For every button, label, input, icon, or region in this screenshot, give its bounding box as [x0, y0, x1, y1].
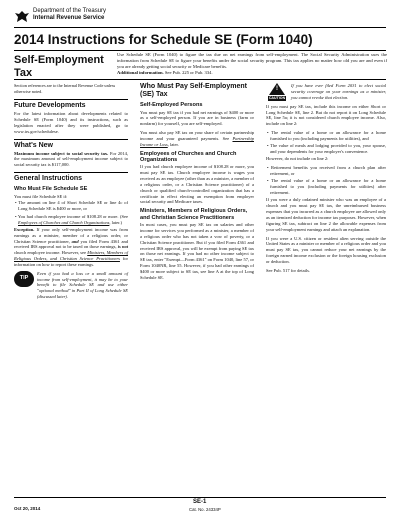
bullet-2-text: You had church employee income of $108.28 or more. (See	[17, 213, 128, 219]
whats-new-text: For 2014, the maximum amount of self-employment income subject to social security tax is $117,000.	[14, 150, 128, 168]
heading-general-instructions: General Instructions	[14, 172, 128, 183]
self-employed-text-2-pre: You must also pay SE tax on your share of certain partnership income and your guaranteed payments. See	[140, 130, 254, 141]
column-2	[140, 83, 254, 284]
exception-text-1: If your only self-employment income was from earnings as a minister, member of a religious order, or Christian Science practitioner,	[14, 226, 128, 244]
exclude-bullet-2-text: The rental value of a home or an allowance for a home furnished to you (including payments for utilities) after retirement.	[270, 178, 386, 196]
caution-icon	[266, 83, 288, 101]
footer-catalog-number: Cat. No. 24334P	[189, 507, 221, 512]
irs-eagle-logo-icon	[14, 10, 30, 23]
ministers-p5: See Pub. 517 for details.	[266, 267, 310, 273]
heading-who-must-pay: Who Must Pay Self-Employment (SE) Tax	[140, 83, 247, 99]
heading-whats-new: What's New	[14, 139, 128, 150]
self-employed-text-2-post: , later.	[167, 141, 179, 147]
additional-info-label: Additional information.	[117, 69, 164, 75]
exception-and: and	[71, 238, 79, 244]
exclude-bullet-2: • The rental value of a home or an allowance for a home furnished to you (including payments for utilities) after retirement.	[267, 178, 386, 196]
footer-page-number: SE-1	[193, 499, 207, 505]
link-partnership-income[interactable]: Partnership Income or Loss	[140, 135, 254, 147]
heading-who-must-file: Who Must File Schedule SE	[14, 186, 88, 193]
ministers-p4: If you were a U.S. citizen or resident alien serving outside the United States as a minister or member of a religious order and you must pay SE tax, you cannot reduce your net earnings by the foreign earned income exclusion or the foreign housing exclusion or deduction.	[266, 235, 386, 264]
church-employee-text: If you had church employee income of $108.28 or more, you must pay SE tax. Church employee income is wages you received as an employee (other than as a minister, a member of a religious order, or a Christian Science practitioner) of a church or qualified church-controlled organization that has a certificate in effect electing an exemption from employer social security and Medicare taxes.	[140, 164, 254, 205]
department-line-1: Department of the Treasury	[33, 8, 107, 14]
whats-new-bold: Maximum income subject to social security tax.	[14, 150, 109, 156]
link-ministers[interactable]: Ministers, Members of Religious Orders, and Christian Science Practitioners	[14, 250, 129, 262]
ministers-p1: If you must pay SE tax, include this income on either Short or Long Schedule SE, line 2. But do not report it on Long Schedule SE, line 5a; it is not considered church employee income. Also, include on line 2:	[266, 103, 386, 127]
heading-future-developments: Future Developments	[14, 99, 128, 110]
intro-rule	[14, 79, 386, 80]
title-rule	[14, 50, 386, 51]
self-employed-text-2	[140, 130, 254, 148]
column-1	[14, 83, 128, 300]
footer-date: Oct 20, 2014	[14, 506, 41, 511]
exception-text-2: you filed Form 4361 and received IRS approval not to be taxed on those earnings,	[14, 238, 128, 250]
ministers-text: In most cases, you must pay SE tax on salaries and other income for services you performed as a minister, a member of a religious order who has not taken a vow of poverty, or a Christian Science practitioner. But if you filed Form 4361 and received IRS approval, you will be exempt from paying SE tax on those net earnings. If you had no other income subject to SE tax, enter "Exempt—Form 4361" on Form 1040, line 57, or Form 1040NR, line 55. However, if you had other earnings of $400 or more subject to SE tax, see line A at the top of Long Schedule SE.	[140, 222, 254, 280]
who-must-file-intro: You must file Schedule SE if:	[14, 193, 68, 199]
tip-icon: TIP	[14, 271, 34, 287]
section-references-note: Section references are to the Internal Revenue Code unless otherwise noted.	[14, 83, 116, 94]
include-bullet-1: • The rental value of a home or an allowance for a home furnished to you (including payments for utilities), and	[267, 130, 386, 141]
self-employed-text-1: You must pay SE tax if you had net earnings of $400 or more as a self-employed person. If you are in business (farm or nonfarm) for yourself, you are self-employed.	[140, 109, 254, 127]
footer-rule	[14, 497, 386, 498]
exception-text-3: church employee income. However, see	[14, 250, 88, 256]
include-bullet-2-text: The value of meals and lodging provided to you, your spouse, and your dependents for your employer's convenience.	[270, 143, 387, 155]
include-bullet-2: • The value of meals and lodging provided to you, your spouse, and your dependents for your employer's convenience.	[267, 143, 387, 155]
ministers-p3: If you were a duly ordained minister who was an employee of a church and you must pay SE tax, the unreimbursed business expenses that you incurred as a church employee are allowed only as an itemized deduction for income tax purposes. However, when figuring SE tax, subtract on line 2 the allowable expenses from your self-employment earnings and attach an explanation.	[266, 197, 386, 232]
intro-paragraph	[117, 52, 387, 76]
exclude-bullet-1: • Retirement benefits you received from a church plan after retirement, or	[267, 165, 386, 177]
section-heading-self-employment-tax: Self-Employment Tax	[14, 54, 104, 79]
heading-ministers: Ministers, Members of Religious Orders, and Christian Science Practitioners	[140, 208, 248, 221]
bullet-1-text: The amount on line 4 of Short Schedule SE or line 4c of Long Schedule SE is $400 or more, or	[18, 200, 128, 212]
tip-text: Even if you had a loss or a small amount of income from self-employment, it may be to your benefit to file Schedule SE and use either "optional method" in Part II of Long Schedule SE (discussed later).	[37, 270, 128, 300]
intro-text: Use Schedule SE (Form 1040) to figure the tax due on net earnings from self-employment. The Social Security Administration uses the information from Schedule SE to figure your benefits under the social security program. This tax applies no matter how old you are and even if you are already getting social security or Medicare benefits.	[117, 52, 387, 69]
exception-is-not: is not	[117, 244, 128, 250]
link-employees-of-churches[interactable]: Employees of Churches and Church Organizations	[18, 219, 110, 225]
exception-text-4: for information on how to report these earnings.	[14, 256, 128, 267]
department-label	[33, 8, 106, 22]
whats-new-paragraph	[14, 151, 128, 169]
who-must-file-bullet-2: • You had church employee income of $108.28 or more. (See Employees of Churches and Church Organizations, later.)	[15, 213, 128, 225]
bullet-2-tail: , later.)	[109, 219, 122, 225]
who-must-file-bullet-1: • The amount on line 4 of Short Schedule SE or line 4c of Long Schedule SE is $400 or more, or	[15, 200, 128, 212]
future-developments-text: For the latest information about developments related to Schedule SE (Form 1040) and its instructions, such as legislation enacted after they were published, go to www.irs.gov/schedulese.	[14, 111, 128, 134]
warning-triangle-icon: !	[269, 83, 285, 95]
department-line-2: Internal Revenue Service	[33, 15, 105, 22]
additional-info-text: See Pub. 225 or Pub. 334.	[163, 69, 213, 75]
exception-label: Exception.	[14, 226, 35, 232]
exception-paragraph	[14, 227, 128, 268]
exclude-bullet-1-text: Retirement benefits you received from a church plan after retirement, or	[270, 165, 386, 177]
document-title: 2014 Instructions for Schedule SE (Form 1040)	[14, 32, 313, 47]
heading-employees-of-churches: Employees of Churches and Church Organizations	[140, 150, 237, 163]
heading-self-employed-persons: Self-Employed Persons	[140, 102, 203, 109]
column-3	[266, 83, 386, 277]
include-bullet-1-text: The rental value of a home or an allowance for a home furnished to you (including payments for utilities), and	[270, 130, 386, 141]
tip-box	[14, 271, 128, 300]
caution-text: If you have ever filed Form 2031 to elect social security coverage on your earnings as a minister, you cannot revoke that election.	[291, 83, 386, 100]
header-rule	[14, 27, 386, 28]
caution-box	[266, 83, 386, 101]
ministers-p2: However, do not include on line 2:	[266, 156, 329, 162]
caution-label: CAUTION	[268, 96, 286, 100]
